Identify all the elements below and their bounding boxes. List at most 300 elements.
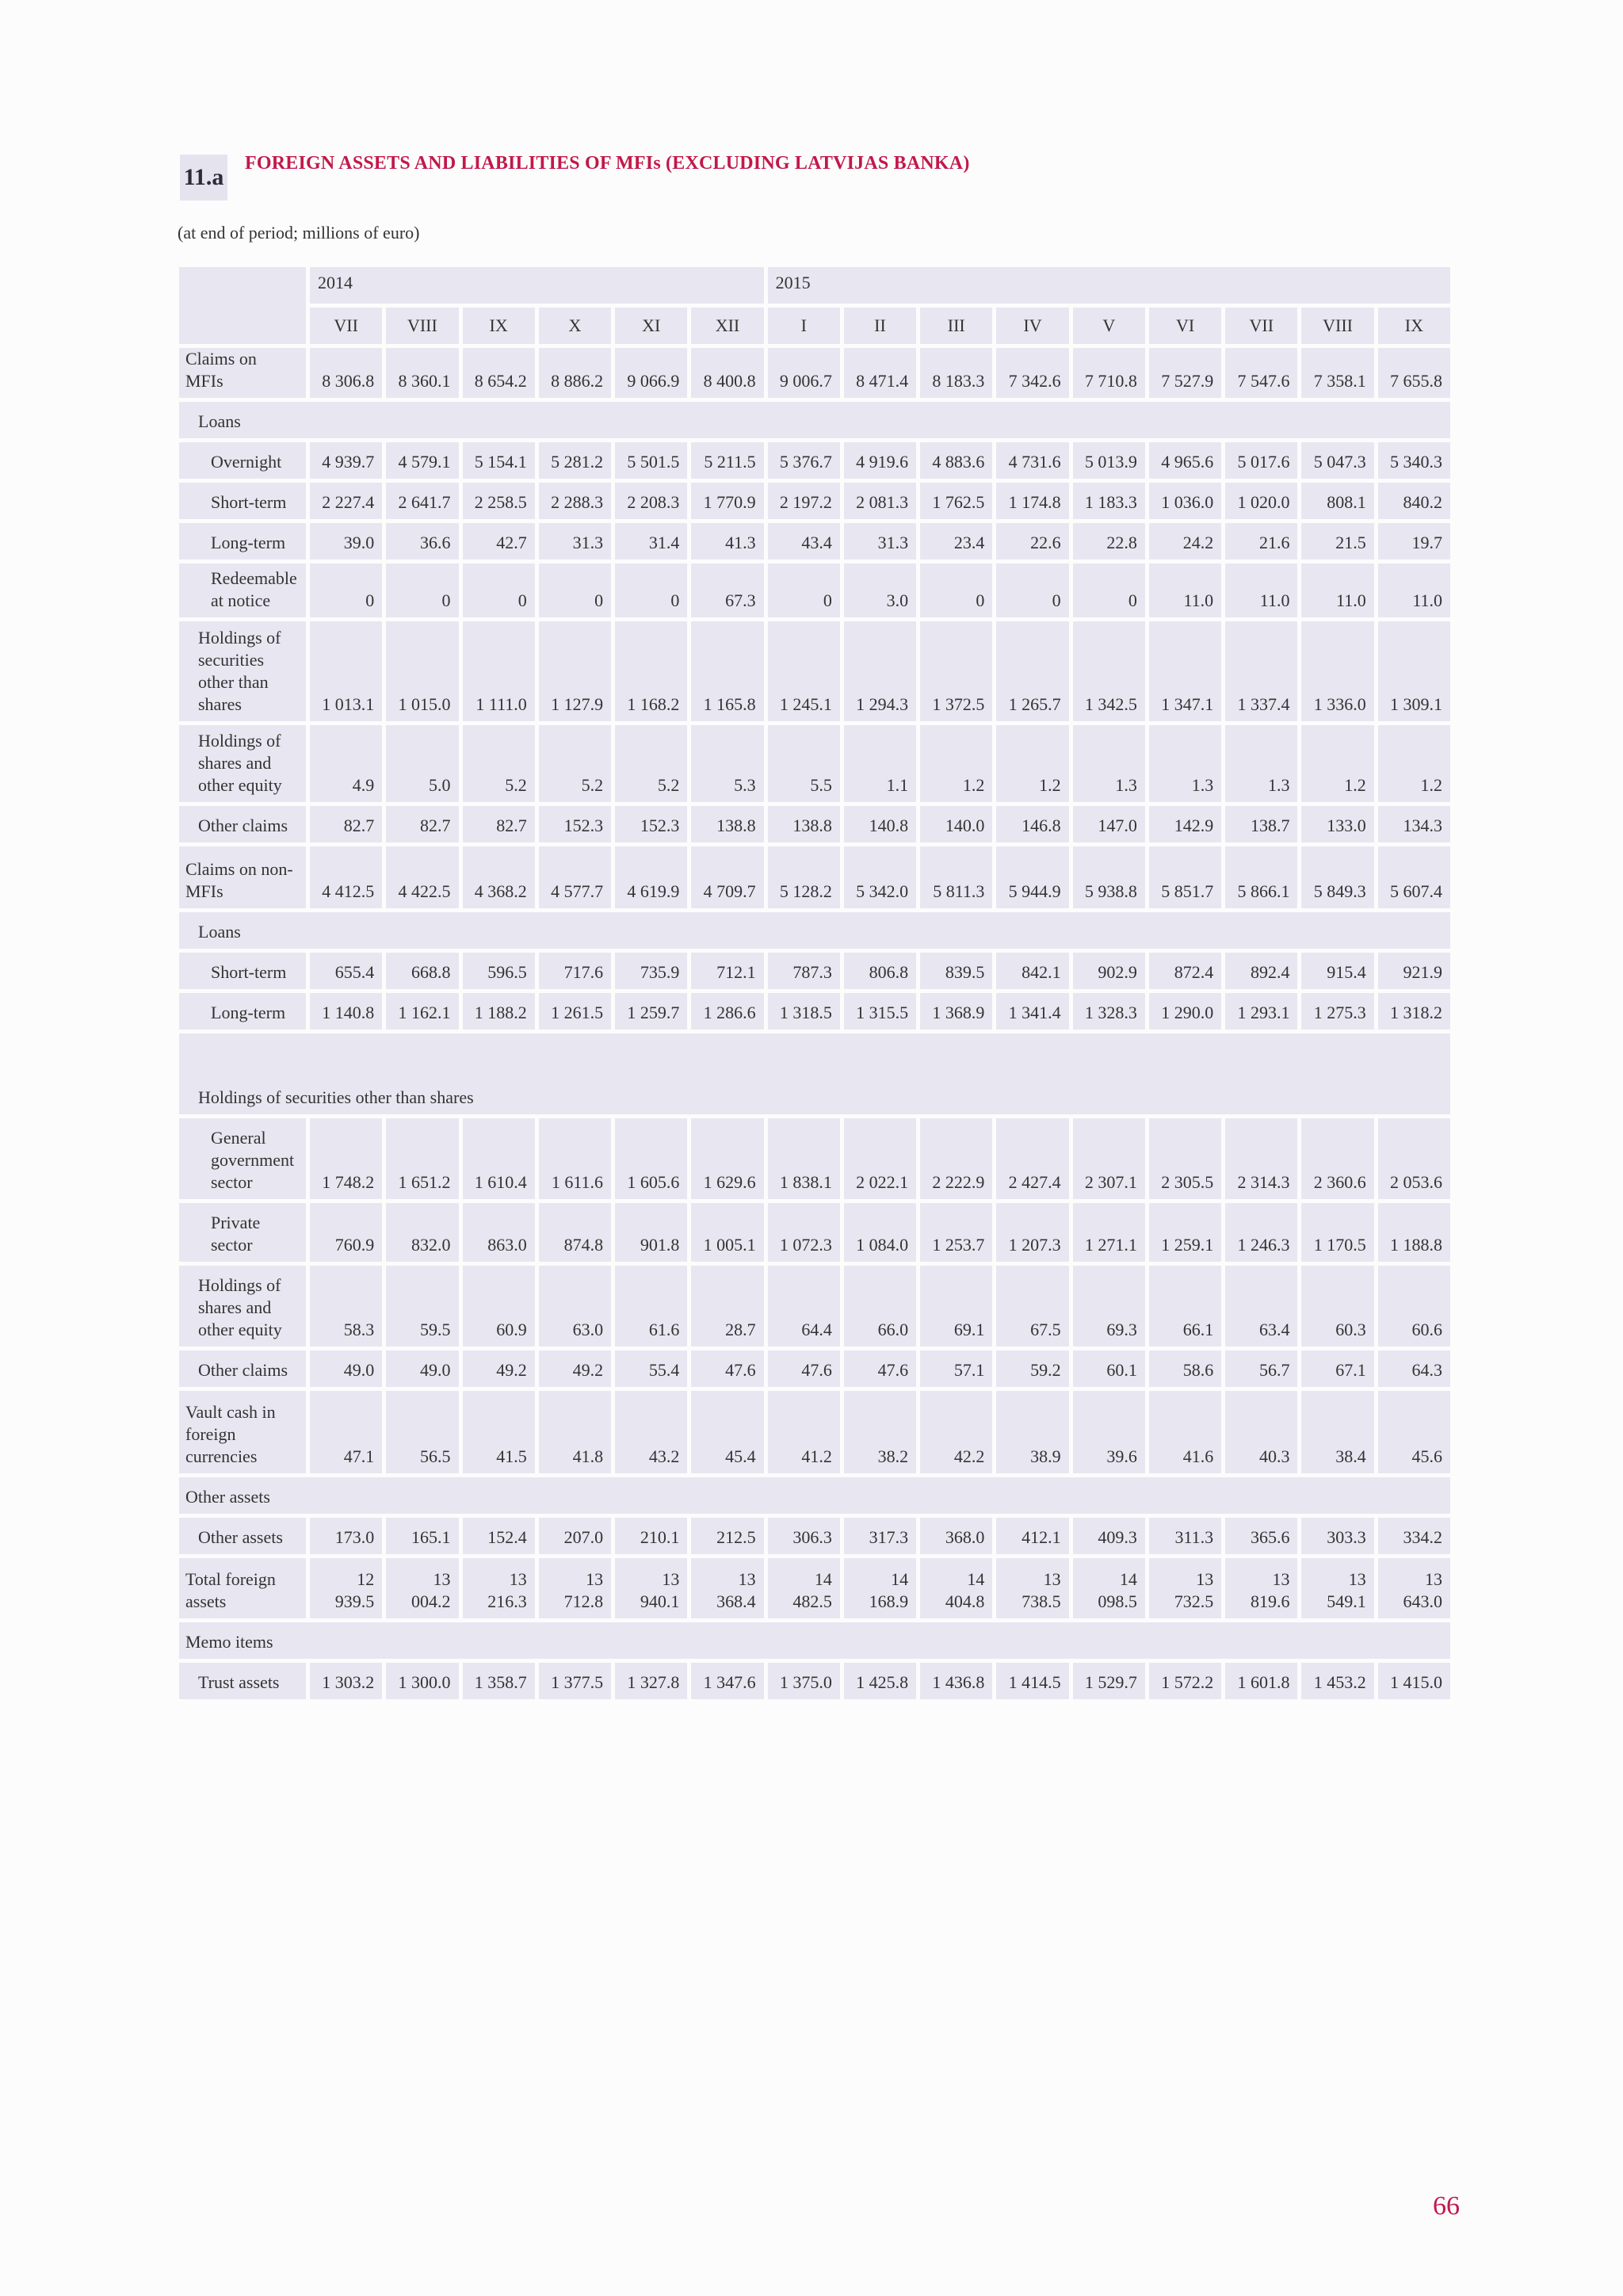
table-cell: 173.0: [310, 1518, 382, 1554]
table-cell: 165.1: [386, 1518, 458, 1554]
table-cell: 7 342.6: [996, 348, 1068, 398]
table-cell: 5 501.5: [615, 442, 687, 479]
table-cell: 5.5: [768, 725, 840, 802]
table-cell: 47.6: [691, 1350, 763, 1387]
table-cell: 0: [920, 563, 992, 617]
table-cell: 1 341.4: [996, 993, 1068, 1030]
table-cell: 1 414.5: [996, 1663, 1068, 1699]
row-label: Trust assets: [179, 1663, 306, 1699]
table-cell: 49.2: [463, 1350, 535, 1387]
row-label: Long-term: [179, 523, 306, 560]
year-header: 2014: [310, 267, 764, 304]
table-cell: 4 939.7: [310, 442, 382, 479]
table-cell: 49.0: [310, 1350, 382, 1387]
table-cell: 2 208.3: [615, 483, 687, 519]
table-cell: 2 222.9: [920, 1118, 992, 1199]
table-cell: 1 342.5: [1073, 621, 1145, 721]
table-row: [179, 806, 1450, 842]
table-cell: 915.4: [1301, 953, 1373, 989]
month-header: VIII: [1301, 308, 1373, 344]
table-cell: 21.6: [1225, 523, 1297, 560]
table-cell: 1 293.1: [1225, 993, 1297, 1030]
table-cell: 2 641.7: [386, 483, 458, 519]
table-cell: 1 127.9: [539, 621, 611, 721]
table-cell: 1 358.7: [463, 1663, 535, 1699]
table-cell: 49.0: [386, 1350, 458, 1387]
table-cell: 43.4: [768, 523, 840, 560]
table-row: [179, 953, 1450, 989]
table-cell: 368.0: [920, 1518, 992, 1554]
table-cell: 1 762.5: [920, 483, 992, 519]
table-cell: 1 337.4: [1225, 621, 1297, 721]
row-label: Short-term: [179, 953, 306, 989]
row-label: Loans: [179, 402, 1450, 438]
table-row: [179, 1391, 1450, 1473]
table-cell: 1 770.9: [691, 483, 763, 519]
table-cell: 1 748.2: [310, 1118, 382, 1199]
table-cell: 22.8: [1073, 523, 1145, 560]
table-cell: 1 347.6: [691, 1663, 763, 1699]
table-cell: 5 938.8: [1073, 846, 1145, 908]
table-cell: 67.1: [1301, 1350, 1373, 1387]
table-cell: 69.3: [1073, 1266, 1145, 1347]
table-cell: 2 314.3: [1225, 1118, 1297, 1199]
table-cell: 2 288.3: [539, 483, 611, 519]
table-cell: 0: [1073, 563, 1145, 617]
table-cell: 1 572.2: [1149, 1663, 1221, 1699]
table-cell: 311.3: [1149, 1518, 1221, 1554]
table-cell: 11.0: [1225, 563, 1297, 617]
month-header: IX: [463, 308, 535, 344]
table-cell: 63.0: [539, 1266, 611, 1347]
table-cell: 7 527.9: [1149, 348, 1221, 398]
table-cell: 147.0: [1073, 806, 1145, 842]
table-row: [179, 1203, 1450, 1262]
table-cell: 1 605.6: [615, 1118, 687, 1199]
table-cell: 19.7: [1378, 523, 1450, 560]
table-cell: 66.1: [1149, 1266, 1221, 1347]
table-cell: 57.1: [920, 1350, 992, 1387]
table-cell: 1 529.7: [1073, 1663, 1145, 1699]
table-row: [179, 912, 1450, 949]
row-label: Other claims: [179, 1350, 306, 1387]
table-cell: 1 368.9: [920, 993, 992, 1030]
table-cell: 8 183.3: [920, 348, 992, 398]
table-cell: 14 482.5: [768, 1558, 840, 1618]
table-cell: 3.0: [844, 563, 916, 617]
table-cell: 13 368.4: [691, 1558, 763, 1618]
table-cell: 1 162.1: [386, 993, 458, 1030]
table-cell: 1 629.6: [691, 1118, 763, 1199]
month-header: XI: [615, 308, 687, 344]
table-cell: 1 259.1: [1149, 1203, 1221, 1262]
table-row: [179, 1350, 1450, 1387]
row-label: Loans: [179, 912, 1450, 949]
table-cell: 1 170.5: [1301, 1203, 1373, 1262]
table-cell: 82.7: [310, 806, 382, 842]
table-cell: 1 375.0: [768, 1663, 840, 1699]
table-cell: 9 006.7: [768, 348, 840, 398]
table-cell: 58.6: [1149, 1350, 1221, 1387]
table-cell: 28.7: [691, 1266, 763, 1347]
table-cell: 1 183.3: [1073, 483, 1145, 519]
table-row: [179, 1118, 1450, 1199]
table-cell: 1 168.2: [615, 621, 687, 721]
table-cell: 0: [539, 563, 611, 617]
row-label: Memo items: [179, 1622, 1450, 1659]
table-cell: 13 712.8: [539, 1558, 611, 1618]
table-cell: 138.8: [768, 806, 840, 842]
table-cell: 36.6: [386, 523, 458, 560]
table-cell: 1 265.7: [996, 621, 1068, 721]
table-cell: 1.1: [844, 725, 916, 802]
table-cell: 5 376.7: [768, 442, 840, 479]
table-cell: 5.3: [691, 725, 763, 802]
table-cell: 140.8: [844, 806, 916, 842]
row-label: Claims on non-MFIs: [179, 846, 306, 908]
table-row: [179, 563, 1450, 617]
table-cell: 1 347.1: [1149, 621, 1221, 721]
table-cell: 2 227.4: [310, 483, 382, 519]
table-cell: 5.0: [386, 725, 458, 802]
table-cell: 11.0: [1149, 563, 1221, 617]
table-cell: 56.5: [386, 1391, 458, 1473]
table-cell: 409.3: [1073, 1518, 1145, 1554]
corner-cell: [179, 267, 306, 344]
table-cell: 5 811.3: [920, 846, 992, 908]
table-cell: 13 738.5: [996, 1558, 1068, 1618]
table-cell: 41.3: [691, 523, 763, 560]
row-label: Vault cash in foreign currencies: [179, 1391, 306, 1473]
table-cell: 134.3: [1378, 806, 1450, 842]
table-cell: 12 939.5: [310, 1558, 382, 1618]
table-cell: 41.2: [768, 1391, 840, 1473]
row-label: Redeemable at notice: [179, 563, 306, 617]
table-cell: 8 654.2: [463, 348, 535, 398]
table-cell: 133.0: [1301, 806, 1373, 842]
table-cell: 5 211.5: [691, 442, 763, 479]
table-cell: 334.2: [1378, 1518, 1450, 1554]
table-cell: 4 577.7: [539, 846, 611, 908]
table-cell: 1.3: [1073, 725, 1145, 802]
table-row: [179, 1622, 1450, 1659]
table-cell: 7 655.8: [1378, 348, 1450, 398]
row-label: Holdings of shares and other equity: [179, 725, 306, 802]
table-cell: 60.9: [463, 1266, 535, 1347]
table-cell: 5 866.1: [1225, 846, 1297, 908]
table-row: [179, 1518, 1450, 1554]
table-cell: 735.9: [615, 953, 687, 989]
table-cell: 7 358.1: [1301, 348, 1373, 398]
table-cell: 1 377.5: [539, 1663, 611, 1699]
month-header: VII: [310, 308, 382, 344]
table-cell: 1 425.8: [844, 1663, 916, 1699]
row-label: Other assets: [179, 1518, 306, 1554]
table-cell: 1.3: [1149, 725, 1221, 802]
table-cell: 1 259.7: [615, 993, 687, 1030]
table-cell: 23.4: [920, 523, 992, 560]
page-number: 66: [1433, 2191, 1460, 2221]
table-cell: 1 300.0: [386, 1663, 458, 1699]
table-row: [179, 621, 1450, 721]
table-cell: 64.4: [768, 1266, 840, 1347]
table-cell: 14 098.5: [1073, 1558, 1145, 1618]
table-cell: 5 340.3: [1378, 442, 1450, 479]
table-cell: 596.5: [463, 953, 535, 989]
table-cell: 212.5: [691, 1518, 763, 1554]
table-cell: 1 651.2: [386, 1118, 458, 1199]
table-cell: 31.3: [844, 523, 916, 560]
table-cell: 152.3: [615, 806, 687, 842]
table-cell: 840.2: [1378, 483, 1450, 519]
table-cell: 1 013.1: [310, 621, 382, 721]
month-header: VI: [1149, 308, 1221, 344]
table-cell: 1 207.3: [996, 1203, 1068, 1262]
table-cell: 1 174.8: [996, 483, 1068, 519]
table-cell: 1.2: [1301, 725, 1373, 802]
month-header: X: [539, 308, 611, 344]
month-header: V: [1073, 308, 1145, 344]
table-row: [179, 523, 1450, 560]
table-cell: 1 084.0: [844, 1203, 916, 1262]
table-cell: 365.6: [1225, 1518, 1297, 1554]
table-cell: 1 165.8: [691, 621, 763, 721]
table-cell: 13 819.6: [1225, 1558, 1297, 1618]
table-cell: 1 188.2: [463, 993, 535, 1030]
row-label: Holdings of securities other than shares: [179, 1033, 1450, 1114]
table-cell: 874.8: [539, 1203, 611, 1262]
table-cell: 56.7: [1225, 1350, 1297, 1387]
row-label: Holdings of securities other than shares: [179, 621, 306, 721]
table-cell: 0: [996, 563, 1068, 617]
table-cell: 82.7: [386, 806, 458, 842]
table-cell: 1 328.3: [1073, 993, 1145, 1030]
table-cell: 1.2: [920, 725, 992, 802]
table-cell: 5 017.6: [1225, 442, 1297, 479]
table-cell: 41.8: [539, 1391, 611, 1473]
table-cell: 13 940.1: [615, 1558, 687, 1618]
table-cell: 31.3: [539, 523, 611, 560]
table-cell: 47.6: [768, 1350, 840, 1387]
table-cell: 152.3: [539, 806, 611, 842]
table-number-badge: 11.a: [180, 155, 227, 201]
table-cell: 1 036.0: [1149, 483, 1221, 519]
table-cell: 2 197.2: [768, 483, 840, 519]
table-cell: 5.2: [615, 725, 687, 802]
row-label: Other assets: [179, 1477, 1450, 1514]
table-cell: 1.2: [1378, 725, 1450, 802]
table-cell: 5 849.3: [1301, 846, 1373, 908]
table-cell: 67.5: [996, 1266, 1068, 1347]
table-cell: 1 336.0: [1301, 621, 1373, 721]
table-cell: 921.9: [1378, 953, 1450, 989]
table-cell: 45.6: [1378, 1391, 1450, 1473]
table-cell: 1 072.3: [768, 1203, 840, 1262]
table-cell: 4 965.6: [1149, 442, 1221, 479]
table-cell: 13 732.5: [1149, 1558, 1221, 1618]
table-cell: 5 281.2: [539, 442, 611, 479]
table-cell: 1 275.3: [1301, 993, 1373, 1030]
table-cell: 7 710.8: [1073, 348, 1145, 398]
table-cell: 5 342.0: [844, 846, 916, 908]
month-header: XII: [691, 308, 763, 344]
table-cell: 5.2: [463, 725, 535, 802]
table-cell: 8 886.2: [539, 348, 611, 398]
table-cell: 1 303.2: [310, 1663, 382, 1699]
table-row: [179, 442, 1450, 479]
table-cell: 60.6: [1378, 1266, 1450, 1347]
row-label: Overnight: [179, 442, 306, 479]
table-cell: 5 047.3: [1301, 442, 1373, 479]
table-row: [179, 1477, 1450, 1514]
table-cell: 5 128.2: [768, 846, 840, 908]
table-cell: 872.4: [1149, 953, 1221, 989]
table-cell: 7 547.6: [1225, 348, 1297, 398]
table-cell: 901.8: [615, 1203, 687, 1262]
table-cell: 21.5: [1301, 523, 1373, 560]
table-cell: 4 883.6: [920, 442, 992, 479]
table-cell: 306.3: [768, 1518, 840, 1554]
table-cell: 1 005.1: [691, 1203, 763, 1262]
table-cell: 8 360.1: [386, 348, 458, 398]
table-cell: 38.2: [844, 1391, 916, 1473]
table-cell: 146.8: [996, 806, 1068, 842]
table-cell: 712.1: [691, 953, 763, 989]
table-cell: 1 020.0: [1225, 483, 1297, 519]
table-cell: 67.3: [691, 563, 763, 617]
table-row: [179, 1663, 1450, 1699]
table-row: [179, 348, 1450, 398]
table-cell: 13 549.1: [1301, 1558, 1373, 1618]
table-cell: 82.7: [463, 806, 535, 842]
month-header: IV: [996, 308, 1068, 344]
month-header: I: [768, 308, 840, 344]
table-cell: 1 188.8: [1378, 1203, 1450, 1262]
table-cell: 892.4: [1225, 953, 1297, 989]
table-cell: 5.2: [539, 725, 611, 802]
table-cell: 140.0: [920, 806, 992, 842]
table-cell: 4 731.6: [996, 442, 1068, 479]
table-cell: 14 404.8: [920, 1558, 992, 1618]
table-cell: 59.2: [996, 1350, 1068, 1387]
table-cell: 138.7: [1225, 806, 1297, 842]
table-cell: 13 004.2: [386, 1558, 458, 1618]
row-label: Short-term: [179, 483, 306, 519]
table-subtitle: (at end of period; millions of euro): [178, 223, 420, 243]
table-cell: 5 154.1: [463, 442, 535, 479]
table-cell: 787.3: [768, 953, 840, 989]
table-cell: 41.6: [1149, 1391, 1221, 1473]
table-cell: 2 360.6: [1301, 1118, 1373, 1199]
table-cell: 2 307.1: [1073, 1118, 1145, 1199]
table-cell: 1 246.3: [1225, 1203, 1297, 1262]
table-row: [179, 846, 1450, 908]
month-header: VII: [1225, 308, 1297, 344]
table-cell: 2 258.5: [463, 483, 535, 519]
table-cell: 8 306.8: [310, 348, 382, 398]
table-cell: 4 579.1: [386, 442, 458, 479]
table-cell: 1 261.5: [539, 993, 611, 1030]
table-cell: 5 944.9: [996, 846, 1068, 908]
table-cell: 0: [768, 563, 840, 617]
table-cell: 47.6: [844, 1350, 916, 1387]
table-cell: 45.4: [691, 1391, 763, 1473]
table-cell: 58.3: [310, 1266, 382, 1347]
table-title: FOREIGN ASSETS AND LIABILITIES OF MFIs (EXCLUDING LATVIJAS BANKA): [245, 153, 970, 174]
table-row: [179, 1266, 1450, 1347]
table-cell: 842.1: [996, 953, 1068, 989]
table-cell: 1 294.3: [844, 621, 916, 721]
table-cell: 64.3: [1378, 1350, 1450, 1387]
table-cell: 41.5: [463, 1391, 535, 1473]
table-row: [179, 402, 1450, 438]
table-cell: 1 610.4: [463, 1118, 535, 1199]
row-label: Holdings of shares and other equity: [179, 1266, 306, 1347]
table-cell: 832.0: [386, 1203, 458, 1262]
table-cell: 0: [615, 563, 687, 617]
table-cell: 1 611.6: [539, 1118, 611, 1199]
table-cell: 43.2: [615, 1391, 687, 1473]
table-cell: 4 919.6: [844, 442, 916, 479]
table-cell: 902.9: [1073, 953, 1145, 989]
table-cell: 863.0: [463, 1203, 535, 1262]
table-cell: 14 168.9: [844, 1558, 916, 1618]
table-cell: 1 453.2: [1301, 1663, 1373, 1699]
table-cell: 668.8: [386, 953, 458, 989]
table-cell: 1 309.1: [1378, 621, 1450, 721]
table-cell: 142.9: [1149, 806, 1221, 842]
table-cell: 55.4: [615, 1350, 687, 1387]
table-cell: 11.0: [1378, 563, 1450, 617]
table-cell: 5 607.4: [1378, 846, 1450, 908]
table-cell: 69.1: [920, 1266, 992, 1347]
row-label: Total foreign assets: [179, 1558, 306, 1618]
table-cell: 2 022.1: [844, 1118, 916, 1199]
table-cell: 1 372.5: [920, 621, 992, 721]
year-header: 2015: [768, 267, 1450, 304]
table-cell: 412.1: [996, 1518, 1068, 1554]
table-cell: 839.5: [920, 953, 992, 989]
table-cell: 42.2: [920, 1391, 992, 1473]
table-cell: 2 305.5: [1149, 1118, 1221, 1199]
table-cell: 138.8: [691, 806, 763, 842]
table-cell: 4 422.5: [386, 846, 458, 908]
data-table: [175, 263, 1454, 1703]
table-cell: 24.2: [1149, 523, 1221, 560]
table-cell: 60.1: [1073, 1350, 1145, 1387]
table-cell: 11.0: [1301, 563, 1373, 617]
table-cell: 1 318.5: [768, 993, 840, 1030]
table-cell: 59.5: [386, 1266, 458, 1347]
table-cell: 1 436.8: [920, 1663, 992, 1699]
table-cell: 0: [386, 563, 458, 617]
row-label: Other claims: [179, 806, 306, 842]
table-cell: 760.9: [310, 1203, 382, 1262]
table-cell: 1 253.7: [920, 1203, 992, 1262]
table-cell: 66.0: [844, 1266, 916, 1347]
table-cell: 808.1: [1301, 483, 1373, 519]
month-header: IX: [1378, 308, 1450, 344]
table-cell: 40.3: [1225, 1391, 1297, 1473]
table-row: [179, 483, 1450, 519]
table-cell: 655.4: [310, 953, 382, 989]
table-cell: 717.6: [539, 953, 611, 989]
row-label: Long-term: [179, 993, 306, 1030]
table-cell: 4 709.7: [691, 846, 763, 908]
table-cell: 4.9: [310, 725, 382, 802]
table-cell: 4 412.5: [310, 846, 382, 908]
table-cell: 5 013.9: [1073, 442, 1145, 479]
